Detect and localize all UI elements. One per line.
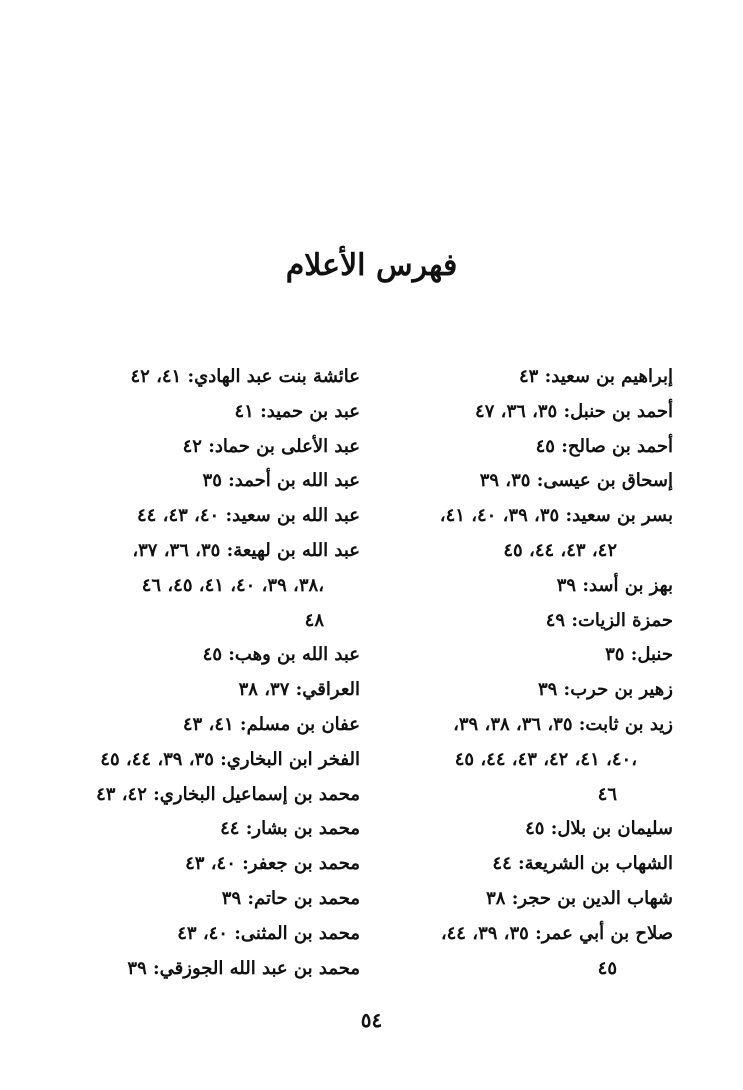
- index-entry: إسحاق بن عيسى: ٣٥، ٣٩: [479, 470, 673, 492]
- index-entry-continuation: ٤٢، ٤٣، ٤٤، ٤٥: [503, 539, 617, 561]
- page-number: ٥٤: [360, 1008, 383, 1032]
- index-entry: زهير بن حرب: ٣٩: [537, 679, 673, 701]
- index-entry: عفان بن مسلم: ٤١، ٤٣: [182, 713, 360, 735]
- index-entry: حنبل: ٣٥: [605, 644, 673, 666]
- index-entry: أحمد بن حنبل: ٣٥، ٣٦، ٤٧: [475, 400, 673, 422]
- index-entry-continuation: ٤٥: [597, 957, 617, 979]
- index-entry: زيد بن ثابت: ٣٥، ٣٦، ٣٨، ٣٩،: [453, 713, 673, 735]
- index-entry: عبد الله بن سعيد: ٤٠، ٤٣، ٤٤: [137, 505, 360, 527]
- index-entry: عبد الله بن وهب: ٤٥: [202, 644, 360, 666]
- index-entry-continuation: ٣٨، ٣٩، ٤٠، ٤١، ٤٥، ٤٦،: [141, 574, 324, 596]
- page-title: فهرس الأعلام: [285, 248, 458, 283]
- index-entry-continuation: ٤٠، ٤١، ٤٢، ٤٣، ٤٤، ٤٥،: [454, 748, 637, 770]
- index-entry: إبراهيم بن سعيد: ٤٣: [519, 366, 673, 387]
- index-entry: عبد بن حميد: ٤١: [234, 400, 360, 422]
- index-entry: بسر بن سعيد: ٣٥، ٣٩، ٤٠، ٤١،: [439, 505, 673, 527]
- index-entry: محمد بن حاتم: ٣٩: [221, 887, 360, 909]
- index-entry: صلاح بن أبي عمر: ٣٥، ٣٩، ٤٤،: [440, 922, 673, 944]
- index-entry: شهاب الدين بن حجر: ٣٨: [486, 887, 673, 909]
- index-entry: حمزة الزيات: ٤٩: [545, 609, 673, 631]
- index-entry: عبد الأعلى بن حماد: ٤٢: [182, 435, 360, 457]
- index-column-right: [328, 360, 673, 986]
- index-entry: العراقي: ٣٧، ٣٨: [238, 679, 360, 701]
- index-entry: الفخر ابن البخاري: ٣٥، ٣٩، ٤٤، ٤٥: [100, 748, 360, 770]
- index-entry: عائشة بنت عبد الهادي: ٤١، ٤٢: [130, 366, 360, 387]
- index-entry: أحمد بن صالح: ٤٥: [535, 435, 673, 457]
- index-entry: محمد بن إسماعيل البخاري: ٤٢، ٤٣: [96, 783, 360, 805]
- index-entry-continuation: ٤٦: [597, 783, 617, 805]
- index-entry: عبد الله بن أحمد: ٣٥: [202, 470, 360, 492]
- index-entry: محمد بن جعفر: ٤٠، ٤٣: [185, 853, 360, 875]
- index-entry: محمد بن عبد الله الجوزقي: ٣٩: [127, 957, 360, 979]
- index-entry: محمد بن بشار: ٤٤: [220, 818, 360, 840]
- index-entry: محمد بن المثنى: ٤٠، ٤٣: [177, 922, 360, 944]
- index-column-left: [15, 360, 360, 986]
- index-entry: سليمان بن بلال: ٤٥: [525, 818, 673, 840]
- index-entry: بهز بن أسد: ٣٩: [556, 574, 673, 596]
- index-entry-continuation: ٤٨: [304, 609, 324, 631]
- index-entry: عبد الله بن لهيعة: ٣٥، ٣٦، ٣٧،: [132, 539, 360, 561]
- index-entry: الشهاب بن الشريعة: ٤٤: [492, 853, 673, 875]
